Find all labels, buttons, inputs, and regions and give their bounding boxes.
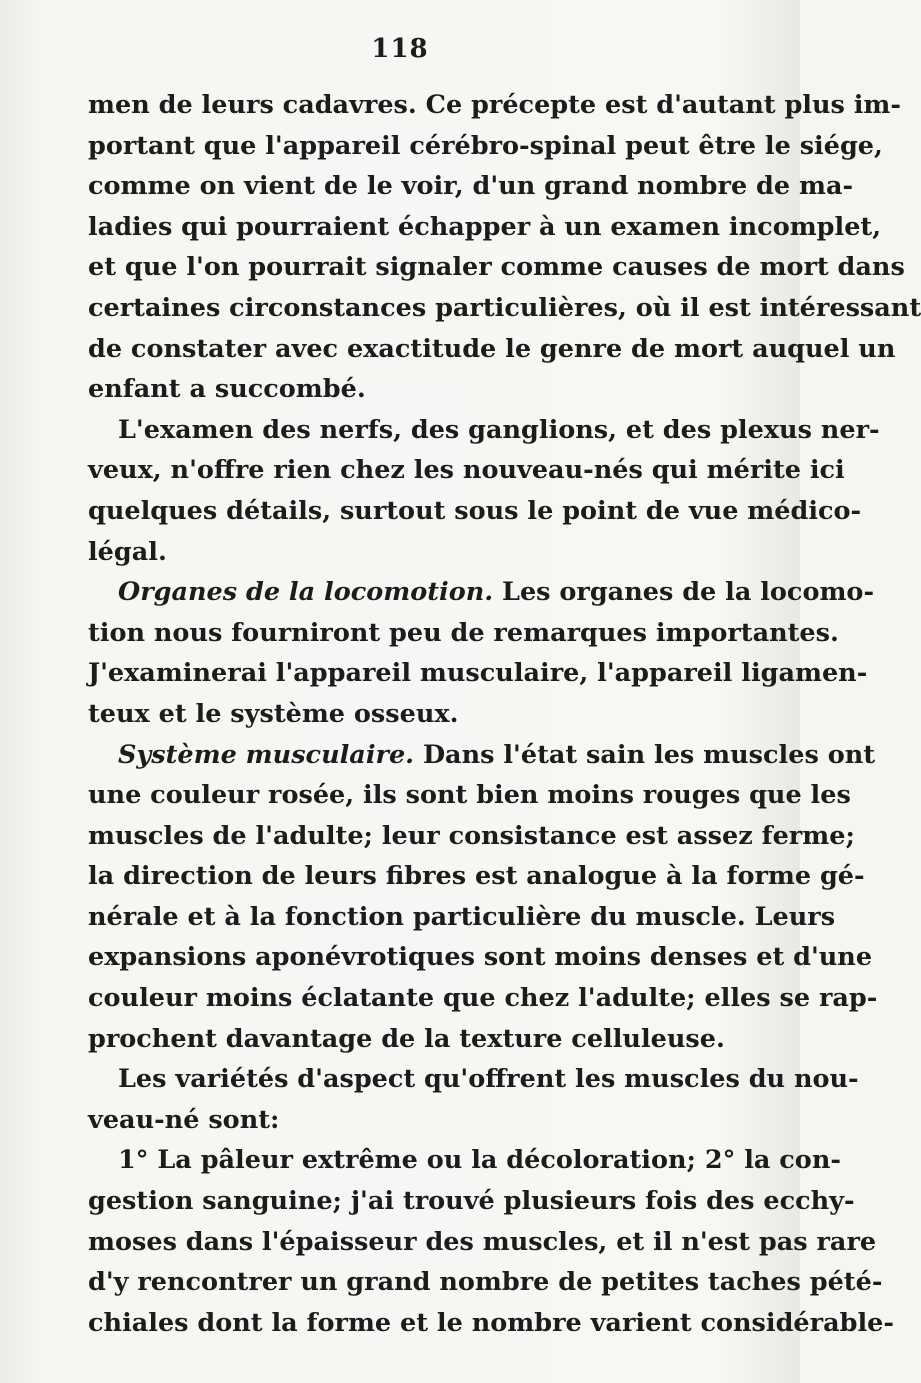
text-line-8: enfant a succombé.: [88, 374, 366, 405]
text-line-31: chiales dont la forme et le nombre varient considérable-: [88, 1307, 894, 1338]
text-line-18: une couleur rosée, ils sont bien moins rouges que les: [88, 780, 851, 811]
text-line-30: d'y rencontrer un grand nombre de petites taches pété-: [88, 1267, 883, 1298]
body-text: [88, 85, 921, 1343]
text-line-27: 1° La pâleur extrême ou la décoloration; 2° la con-: [118, 1145, 841, 1176]
text-line-14: tion nous fourniront peu de remarques importantes.: [88, 617, 839, 648]
text-line-25: Les variétés d'aspect qu'offrent les muscles du nou-: [118, 1064, 859, 1095]
italic-heading-musculaire: Système musculaire.: [118, 739, 415, 770]
section-heading-musculaire: Système musculaire. Dans l'état sain les muscles ont: [118, 739, 876, 770]
text-line-5: et que l'on pourrait signaler comme causes de mort dans: [88, 252, 905, 283]
italic-heading-locomotion: Organes de la locomotion.: [118, 577, 494, 608]
text-line-22: expansions aponévrotiques sont moins denses et d'une: [88, 942, 873, 973]
section-heading-locomotion: Organes de la locomotion. Les organes de la locomo-: [118, 577, 875, 608]
text-line-26: veau-né sont:: [88, 1104, 280, 1135]
page-number: 118: [371, 34, 429, 64]
text-line-1: men de leurs cadavres. Ce précepte est d'autant plus im-: [88, 90, 901, 120]
text-line-3: comme on vient de le voir, d'un grand nombre de ma-: [88, 171, 854, 202]
text-line-9: L'examen des nerfs, des ganglions, et des plexus ner-: [118, 414, 880, 445]
text-line-21: nérale et à la fonction particulière du muscle. Leurs: [88, 901, 836, 932]
text-line-10: veux, n'offre rien chez les nouveau-nés qui mérite ici: [88, 455, 845, 486]
text-line-29: moses dans l'épaisseur des muscles, et il n'est pas rare: [88, 1226, 877, 1257]
text-line-12: légal.: [88, 536, 167, 567]
text-line-2: portant que l'appareil cérébro-spinal peut être le siége,: [88, 130, 883, 161]
text-line-15: J'examinerai l'appareil musculaire, l'appareil ligamen-: [88, 658, 868, 689]
text-line-20: la direction de leurs fibres est analogue à la forme gé-: [88, 861, 865, 892]
text-line-23: couleur moins éclatante que chez l'adulte; elles se rap-: [88, 983, 878, 1014]
text-line-28: gestion sanguine; j'ai trouvé plusieurs fois des ecchy-: [88, 1186, 855, 1217]
text-line-19: muscles de l'adulte; leur consistance est assez ferme;: [88, 820, 855, 851]
text-line-7: de constater avec exactitude le genre de mort auquel un: [88, 333, 896, 364]
text-line-6: certaines circonstances particulières, où il est intéressant: [88, 292, 921, 323]
text-line-16: teux et le système osseux.: [88, 698, 459, 729]
text-line-4: ladies qui pourraient échapper à un examen incomplet,: [88, 211, 882, 242]
text-line-24: prochent davantage de la texture celluleuse.: [88, 1023, 725, 1054]
text-line-11: quelques détails, surtout sous le point de vue médico-: [88, 495, 862, 526]
